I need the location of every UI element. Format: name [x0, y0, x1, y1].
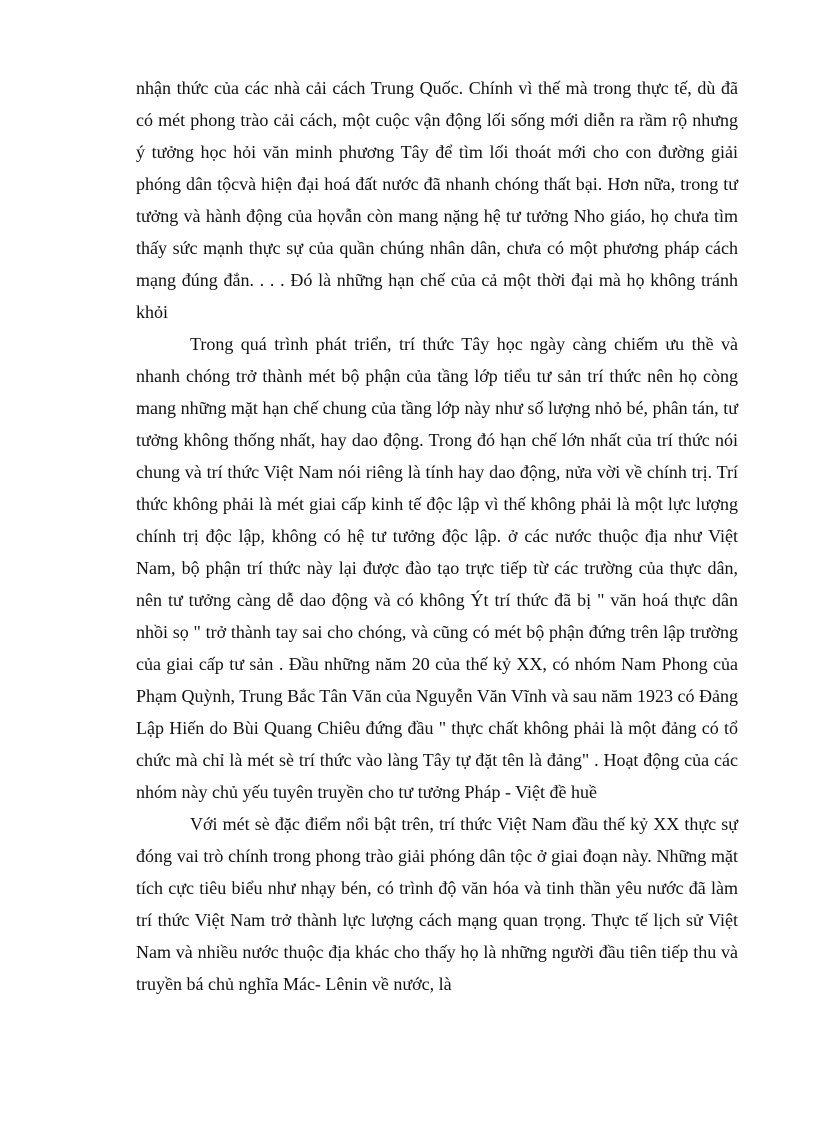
paragraph-role: Với mét sè đặc điểm nổi bật trên, trí thức Việt Nam đầu thế kỷ XX thực sự đóng vai trò chính trong phong trào giải phóng dân tộc ở giai đoạn này. Những mặt tích cực tiêu biểu như nhạy bén, có trình độ văn hóa và tinh thần yêu nước đã làm trí thức Việt Nam trở thành lực lượng cách mạng quan trọng. Thực tế lịch sử Việt Nam và nhiều nước thuộc địa khác cho thấy họ là những người đầu tiên tiếp thu và truyền bá chủ nghĩa Mác- Lênin về nước, là: [136, 814, 738, 994]
paragraph-limitations: Trong quá trình phát triển, trí thức Tây học ngày càng chiếm ưu thề và nhanh chóng trở thành mét bộ phận của tầng lớp tiểu tư sản trí thức nên họ còng mang những mặt hạn chế chung của tầng lớp này như số lượng nhỏ bé, phân tán, tư tưởng không thống nhất, hay dao động. Trong đó hạn chế lớn nhất của trí thức nói chung và trí thức Việt Nam nói riêng là tính hay dao động, nửa vời về chính trị. Trí thức không phải là mét giai cấp kinh tế độc lập vì thế không phải là một lực lượng chính trị độc lập, không có hệ tư tưởng độc lập. ở các nước thuộc địa như Việt Nam, bộ phận trí thức này lại được đào tạo trực tiếp từ các trường của thực dân, nên tư tưởng càng dễ dao động và có không Ýt trí thức đã bị " văn hoá thực dân nhồi sọ " trở thành tay sai cho chóng, và cũng có mét bộ phận đứng trên lập trường của giai cấp tư sản . Đầu những năm 20 của thế kỷ XX, có nhóm Nam Phong của Phạm Quỳnh, Trung Bắc Tân Văn của Nguyễn Văn Vĩnh và sau năm 1923 có Đảng Lập Hiến do Bùi Quang Chiêu đứng đầu " thực chất không phải là một đảng có tổ chức mà chỉ là mét sè trí thức vào làng Tây tự đặt tên là đảng" . Hoạt động của các nhóm này chủ yếu tuyên truyền cho tư tưởng Pháp - Việt đề huề: [136, 334, 738, 802]
document-body: [136, 72, 738, 1000]
paragraph-continuation: nhận thức của các nhà cải cách Trung Quốc. Chính vì thế mà trong thực tế, dù đã có mét phong trào cải cách, một cuộc vận động lối sống mới diễn ra rầm rộ nhưng ý tưởng học hỏi văn minh phương Tây để tìm lối thoát mới cho con đường giải phóng dân tộcvà hiện đại hoá đất nước đã nhanh chóng thất bại. Hơn nữa, trong tư tưởng và hành động của họvẫn còn mang nặng hệ tư tưởng Nho giáo, họ chưa tìm thấy sức mạnh thực sự của quần chúng nhân dân, chưa có một phương pháp cách mạng đúng đắn. . . . Đó là những hạn chế của cả một thời đại mà họ không tránh khỏi: [136, 78, 738, 322]
